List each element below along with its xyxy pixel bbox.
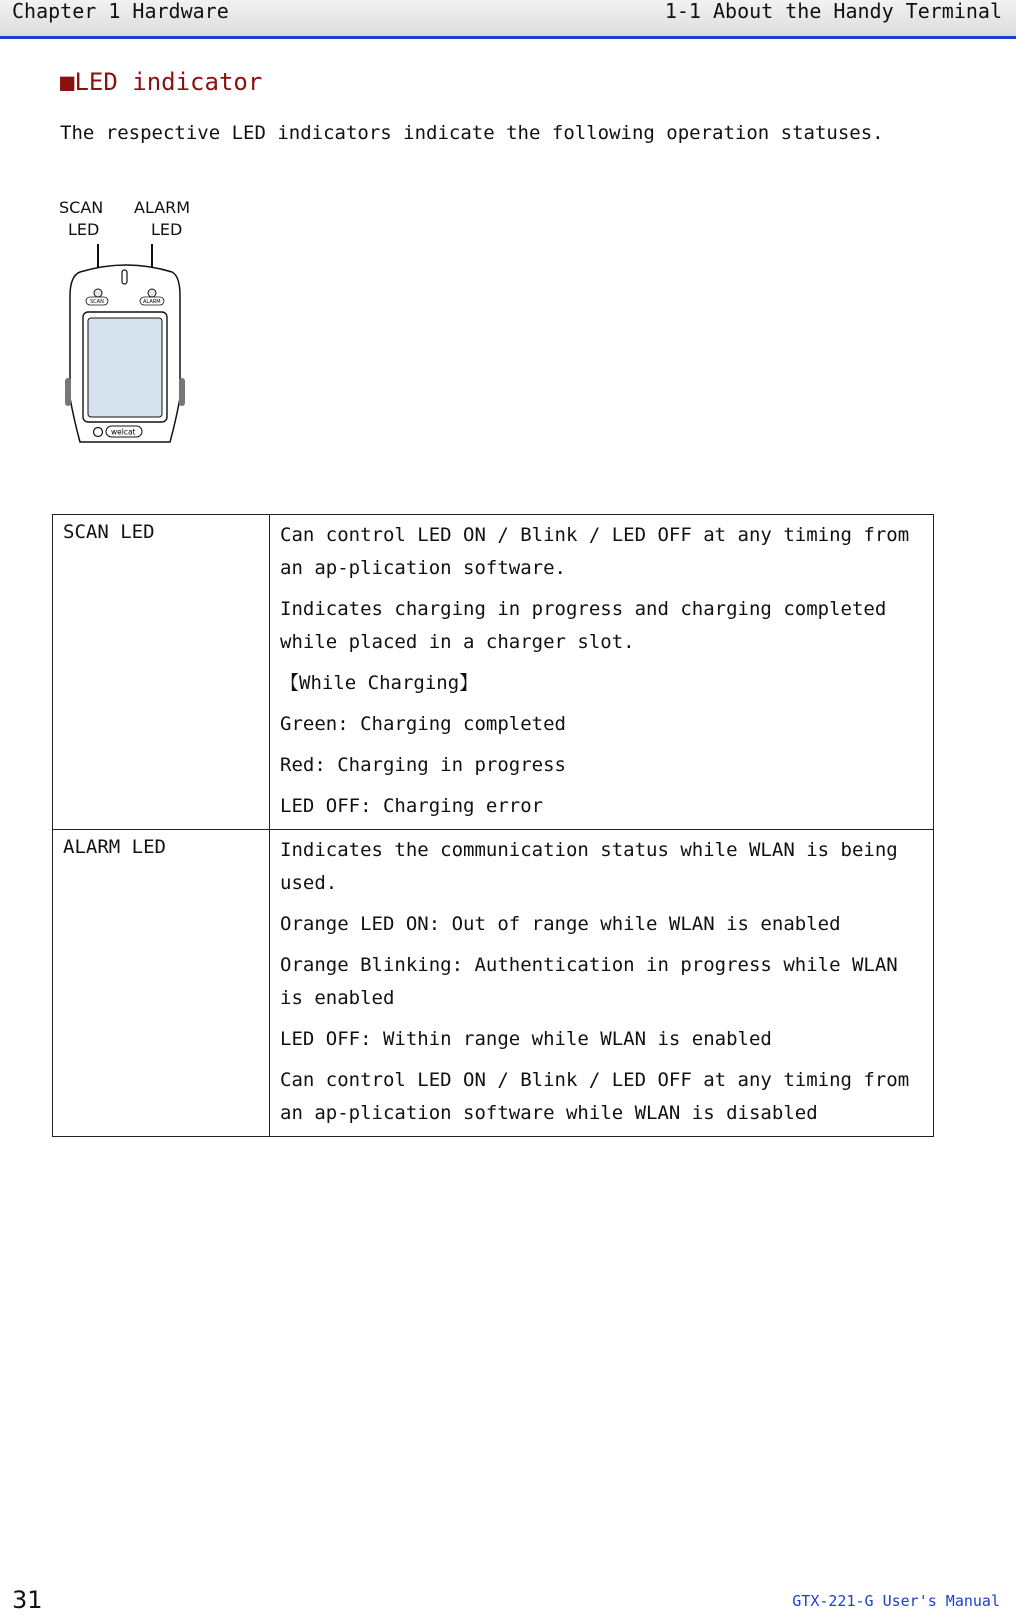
side-grip-right xyxy=(179,378,185,406)
brand-text: welcat xyxy=(111,427,136,437)
desc-line: Green: Charging completed xyxy=(280,713,566,735)
chapter-title: Chapter 1 Hardware xyxy=(12,0,229,23)
table-row xyxy=(53,515,934,830)
scan-led-name: SCAN LED xyxy=(53,515,270,830)
section-title: ■LED indicator xyxy=(60,68,263,96)
scan-led-label-line2: LED xyxy=(68,220,100,239)
desc-line: LED OFF: Charging error xyxy=(280,795,544,817)
device-scan-text: SCAN xyxy=(90,299,104,305)
manual-name: GTX-221-G User's Manual xyxy=(792,1592,1000,1610)
device-screen xyxy=(88,318,162,417)
desc-line: Can control LED ON / Blink / LED OFF at any timing from an ap-plication software while WLAN is disabled xyxy=(280,1069,910,1124)
desc-line: LED OFF: Within range while WLAN is enabled xyxy=(280,1028,772,1050)
led-status-table xyxy=(52,514,934,1137)
desc-line: Can control LED ON / Blink / LED OFF at any timing from an ap-plication software. xyxy=(280,524,910,579)
alarm-led-description xyxy=(270,830,934,1137)
alarm-led-name: ALARM LED xyxy=(53,830,270,1137)
desc-line: 【While Charging】 xyxy=(280,672,479,694)
device-alarm-text: ALARM xyxy=(143,299,161,305)
intro-text: The respective LED indicators indicate the following operation statuses. xyxy=(60,122,884,144)
alarm-led-label-line1: ALARM xyxy=(134,200,191,217)
handy-terminal-illustration xyxy=(58,200,208,460)
section-heading: 1-1 About the Handy Terminal xyxy=(664,0,1002,23)
page-number: 31 xyxy=(12,1586,43,1614)
scan-led xyxy=(94,289,102,297)
desc-line: Orange LED ON: Out of range while WLAN is enabled xyxy=(280,913,841,935)
desc-line: Orange Blinking: Authentication in progress while WLAN is enabled xyxy=(280,954,898,1009)
table-row xyxy=(53,830,934,1137)
side-grip-left xyxy=(65,378,71,406)
desc-line: Red: Charging in progress xyxy=(280,754,566,776)
desc-line: Indicates the communication status while WLAN is being used. xyxy=(280,839,898,894)
alarm-led-label-line2: LED xyxy=(151,220,183,239)
page-header xyxy=(0,0,1016,39)
alarm-led xyxy=(148,289,156,297)
scan-led-description xyxy=(270,515,934,830)
desc-line: Indicates charging in progress and charging completed while placed in a charger slot. xyxy=(280,598,887,653)
scan-led-label-line1: SCAN xyxy=(59,200,104,217)
